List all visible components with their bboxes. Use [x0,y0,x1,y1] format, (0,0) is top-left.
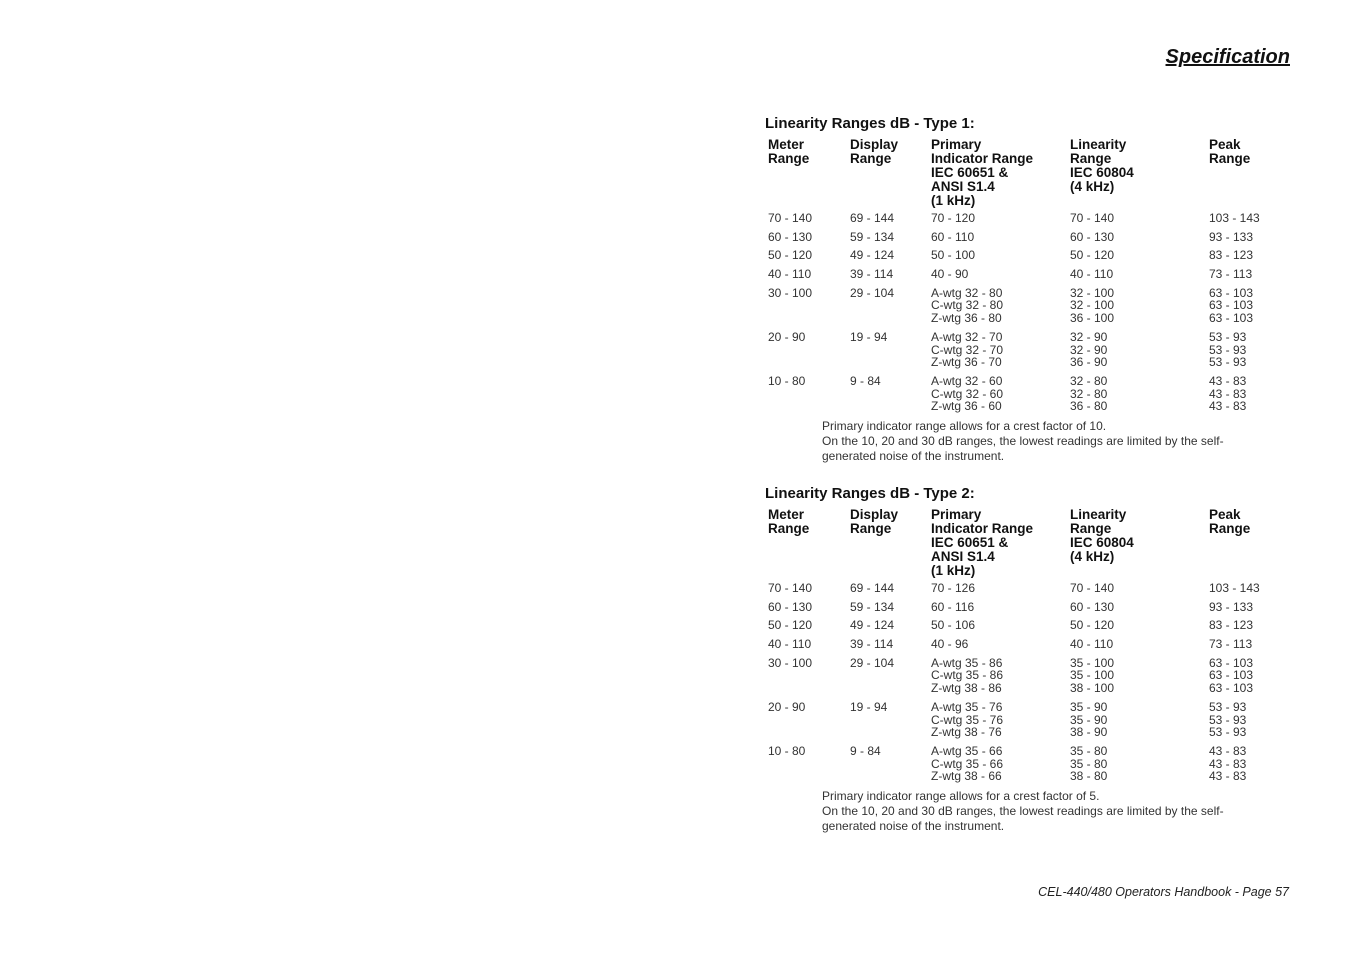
cell-peak-range: 93 - 133 [1209,229,1254,244]
cell-linearity-range: 35 - 80 35 - 80 38 - 80 [1070,743,1108,784]
cell-primary-indicator-range: 60 - 116 [931,599,975,614]
cell-linearity-range: 50 - 120 [1070,248,1115,263]
table-row [765,249,1295,268]
cell-meter-range: 60 - 130 [768,599,813,614]
cell-linearity-range: 35 - 90 35 - 90 38 - 90 [1070,699,1108,740]
table-body [765,582,1295,789]
table-row [765,638,1295,657]
cell-meter-range: 10 - 80 [768,743,806,758]
cell-display-range: 29 - 104 [850,285,895,300]
cell-meter-range: 20 - 90 [768,699,806,714]
cell-meter-range: 30 - 100 [768,285,813,300]
header-meter-range: Meter Range [768,507,810,536]
header-display-range: Display Range [850,137,899,166]
table-row [765,287,1295,331]
cell-peak-range: 103 - 143 [1209,211,1260,225]
page-footer: CEL-440/480 Operators Handbook - Page 57 [1038,885,1289,899]
cell-meter-range: 70 - 140 [768,211,813,225]
header-peak-range: Peak Range [1209,507,1251,536]
cell-display-range: 69 - 144 [850,581,895,595]
page-title: Specification [1165,46,1290,68]
cell-meter-range: 40 - 110 [768,267,812,282]
cell-primary-indicator-range: 70 - 120 [931,211,976,225]
cell-meter-range: 50 - 120 [768,248,813,263]
cell-primary-indicator-range: 40 - 90 [931,267,969,282]
table-row [765,375,1295,419]
cell-primary-indicator-range: 60 - 110 [931,229,975,244]
cell-primary-indicator-range: A-wtg 35 - 66 C-wtg 35 - 66 Z-wtg 38 - 66 [931,743,1004,784]
cell-meter-range: 70 - 140 [768,581,813,595]
cell-linearity-range: 40 - 110 [1070,637,1114,652]
table-row [765,701,1295,745]
cell-meter-range: 20 - 90 [768,329,806,344]
cell-primary-indicator-range: 70 - 126 [931,581,976,595]
table-row [765,212,1295,231]
cell-primary-indicator-range: A-wtg 32 - 80 C-wtg 32 - 80 Z-wtg 36 - 80 [931,285,1004,326]
header-meter-range: Meter Range [768,137,810,166]
cell-display-range: 9 - 84 [850,743,881,758]
table-row [765,657,1295,701]
table-notes [822,419,1295,464]
table-row [765,582,1295,601]
cell-linearity-range: 50 - 120 [1070,618,1115,633]
cell-primary-indicator-range: 50 - 100 [931,248,976,263]
cell-display-range: 19 - 94 [850,329,888,344]
cell-linearity-range: 35 - 100 35 - 100 38 - 100 [1070,655,1115,696]
cell-peak-range: 73 - 113 [1209,637,1253,652]
cell-meter-range: 50 - 120 [768,618,813,633]
section-title: Linearity Ranges dB - Type 1: [765,115,975,132]
cell-primary-indicator-range: A-wtg 35 - 86 C-wtg 35 - 86 Z-wtg 38 - 86 [931,655,1004,696]
cell-peak-range: 43 - 83 43 - 83 43 - 83 [1209,373,1247,414]
cell-linearity-range: 32 - 90 32 - 90 36 - 90 [1070,329,1108,370]
header-primary-indicator-range: Primary Indicator Range IEC 60651 & ANSI S1.4 (1 kHz) [931,507,1034,578]
table-header [765,136,1295,212]
cell-display-range: 9 - 84 [850,373,881,388]
note-noise-floor: On the 10, 20 and 30 dB ranges, the lowest readings are limited by the self-generated noise of the instrument. [822,804,1224,834]
note-noise-floor: On the 10, 20 and 30 dB ranges, the lowest readings are limited by the self-generated noise of the instrument. [822,434,1224,464]
table-body [765,212,1295,419]
cell-primary-indicator-range: A-wtg 32 - 70 C-wtg 32 - 70 Z-wtg 36 - 70 [931,329,1004,370]
note-crest-factor: Primary indicator range allows for a crest factor of 5. [822,789,1100,804]
cell-display-range: 19 - 94 [850,699,888,714]
table-row [765,601,1295,620]
table-row [765,745,1295,789]
cell-linearity-range: 60 - 130 [1070,229,1115,244]
header-peak-range: Peak Range [1209,137,1251,166]
cell-meter-range: 30 - 100 [768,655,813,670]
cell-peak-range: 43 - 83 43 - 83 43 - 83 [1209,743,1247,784]
cell-display-range: 69 - 144 [850,211,895,225]
cell-linearity-range: 60 - 130 [1070,599,1115,614]
linearity-section-type-1 [765,114,1295,464]
cell-meter-range: 10 - 80 [768,373,806,388]
section-title: Linearity Ranges dB - Type 2: [765,485,975,502]
cell-display-range: 39 - 114 [850,267,894,282]
cell-linearity-range: 40 - 110 [1070,267,1114,282]
cell-display-range: 49 - 124 [850,618,895,633]
cell-display-range: 29 - 104 [850,655,895,670]
cell-primary-indicator-range: A-wtg 32 - 60 C-wtg 32 - 60 Z-wtg 36 - 60 [931,373,1004,414]
cell-meter-range: 60 - 130 [768,229,813,244]
note-crest-factor: Primary indicator range allows for a crest factor of 10. [822,419,1107,434]
table-row [765,268,1295,287]
cell-display-range: 49 - 124 [850,248,895,263]
cell-meter-range: 40 - 110 [768,637,812,652]
cell-display-range: 59 - 134 [850,599,895,614]
table-header [765,506,1295,582]
cell-peak-range: 93 - 133 [1209,599,1254,614]
cell-linearity-range: 32 - 80 32 - 80 36 - 80 [1070,373,1108,414]
header-primary-indicator-range: Primary Indicator Range IEC 60651 & ANSI S1.4 (1 kHz) [931,137,1034,208]
linearity-section-type-2 [765,484,1295,834]
cell-peak-range: 53 - 93 53 - 93 53 - 93 [1209,329,1247,370]
cell-linearity-range: 32 - 100 32 - 100 36 - 100 [1070,285,1115,326]
cell-peak-range: 83 - 123 [1209,618,1254,633]
cell-primary-indicator-range: A-wtg 35 - 76 C-wtg 35 - 76 Z-wtg 38 - 76 [931,699,1004,740]
cell-primary-indicator-range: 50 - 106 [931,618,976,633]
cell-linearity-range: 70 - 140 [1070,211,1115,225]
cell-peak-range: 63 - 103 63 - 103 63 - 103 [1209,655,1254,696]
cell-peak-range: 73 - 113 [1209,267,1253,282]
cell-linearity-range: 70 - 140 [1070,581,1115,595]
table-row [765,331,1295,375]
cell-display-range: 59 - 134 [850,229,895,244]
header-linearity-range: Linearity Range IEC 60804 (4 kHz) [1070,507,1134,564]
cell-primary-indicator-range: 40 - 96 [931,637,969,652]
header-display-range: Display Range [850,507,899,536]
cell-peak-range: 83 - 123 [1209,248,1254,263]
cell-peak-range: 103 - 143 [1209,581,1260,595]
table-row [765,619,1295,638]
table-notes [822,789,1295,834]
cell-display-range: 39 - 114 [850,637,894,652]
table-row [765,231,1295,250]
cell-peak-range: 53 - 93 53 - 93 53 - 93 [1209,699,1247,740]
cell-peak-range: 63 - 103 63 - 103 63 - 103 [1209,285,1254,326]
header-linearity-range: Linearity Range IEC 60804 (4 kHz) [1070,137,1134,194]
